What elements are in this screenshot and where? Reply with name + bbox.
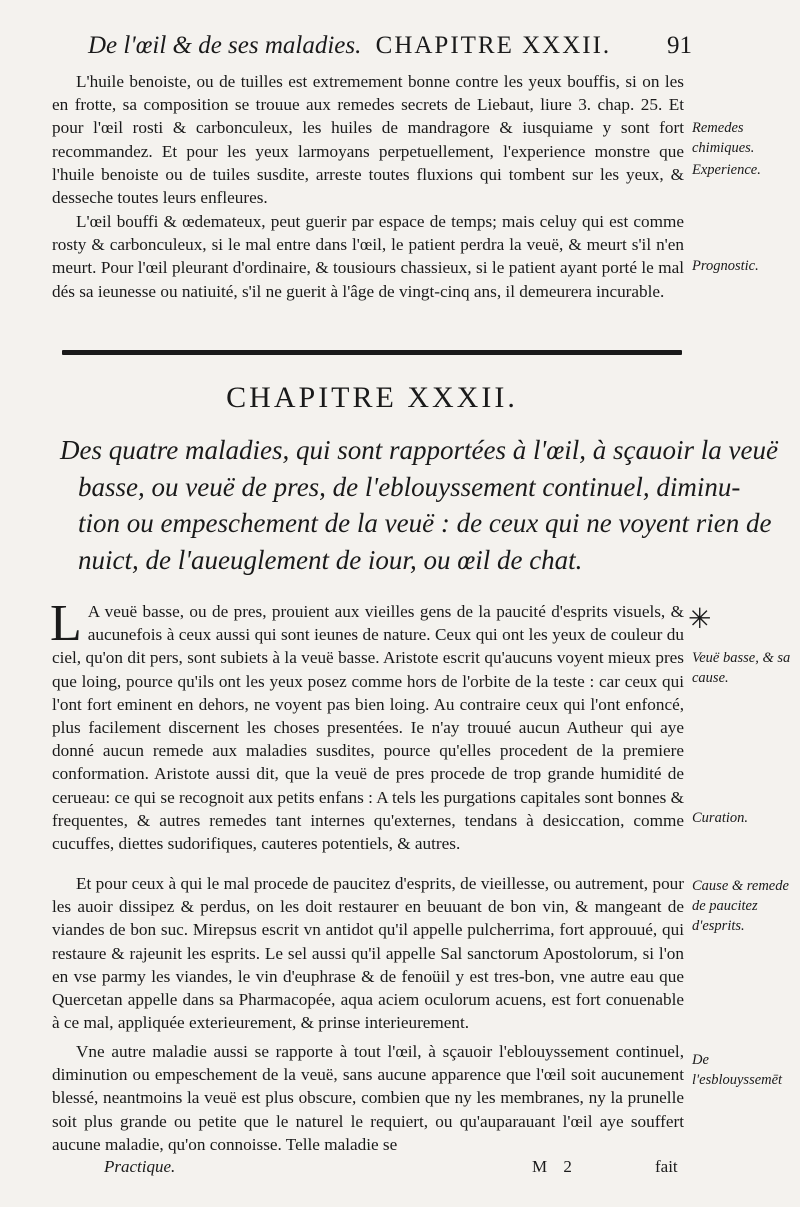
page-number: 91 [667, 32, 692, 59]
margin-note-remedes: Remedes chimiques. [692, 120, 755, 156]
chapter-title-line: tion ou empeschement de la veuë : de ceux qui ne voyent rien de [78, 508, 772, 538]
chapter-title-line: nuict, de l'aueuglement de iour, ou œil de chat. [78, 544, 583, 575]
signature-mark: Practique. [104, 1157, 176, 1176]
section-rule [62, 350, 682, 355]
margin-note-cause-remede: Cause & remede de paucitez d'esprits. [692, 878, 789, 934]
margin-note-eblouyssement: De l'esblouyssemēt [692, 1052, 783, 1088]
drop-cap: L [50, 595, 82, 652]
paragraph-veue-basse [50, 595, 684, 855]
paragraph-paucitez: Et pour ceux à qui le mal procede de paucitez d'esprits, de vieillesse, ou autrement, pour les auoir dissipez & perdus, on les doit restaurer en beuuant de bon vin, & mangeant de viandes de bon suc. Mirepsus escrit vn antidot qu'il appelle pulcherrima, fort approuué, qui restaure & rajeunit les esprits. Le sel aussi qu'il appelle Sal sanctorum Apostolorum, si l'on en vse parmy les viandes, le vin d'euphrase & de fenoüil y est tres-bon, vne autre eau que Quercetan appelle dans sa Pharmacopée, aqua aciem oculorum acuens, est fort conuenable à ce mal, appliquée exterieurement, & prinse interieurement. [52, 874, 684, 1033]
chapter-title-line: basse, ou veuë de pres, de l'eblouyssement continuel, diminu- [78, 471, 741, 502]
chapter-title-line: Des quatre maladies, qui sont rapportées à l'œil, à sçauoir la veuë [60, 435, 778, 465]
running-head-chapter: CHAPITRE XXXII. [375, 32, 612, 59]
paragraph-huile-benoiste: L'huile benoiste, ou de tuilles est extremement bonne contre les yeux bouffis, si on les en frotte, sa composition se trouue aux remedes secrets de Liebaut, liure 3. chap. 25. Et pour l'œil rosti & carbonculeux, les huiles de mandragore & iusquiame y sont fort recommandez. Et pour les yeux larmoyans perpetuellement, l'experience monstre que l'huile benoiste ou de tuiles susdite, arreste toutes fluxions qui tombent sur les yeux, & desseche toutes leurs enfleures. [52, 72, 684, 208]
chapter-heading: CHAPITRE XXXII. [226, 381, 518, 414]
paragraph-eblouyssement: Vne autre maladie aussi se rapporte à tout l'œil, à sçauoir l'eblouyssement continuel, diminution ou empeschement de la veuë, sans aucune apparence que l'œil soit aucunement blessé, neantmoins la veuë est plus obscure, combien que ny les membranes, ny la prunelle soit plus grande ou petite que le naturel le requiert, ou qu'auparauant l'œil aye souffert aucune maladie, qu'on connoisse. Telle maladie se [52, 1042, 684, 1154]
gathering-mark: M 2 [532, 1157, 578, 1176]
asterisk-mark: ✳ [688, 604, 712, 635]
paragraph-veue-basse-text: A veuë basse, ou de pres, prouient aux vieilles gens de la paucité d'esprits visuels, & aucunefois à ceux aussi qui sont ieunes de nature. Ceux qui ont les yeux de couleur du ciel, qu'on dit pers, sont subiets à la veuë basse. Aristote escrit qu'aucuns voyent mieux pres que loing, pource qu'ils ont les yeux posez comme hors de l'orbite de la teste : car ceux qui l'ont fort eminent en dehors, ne voyent pas bien loing. Au contraire ceux qui l'ont enfoncé, plus facilement discernent les choses presentées. Ie n'ay trouué aucun Autheur qui aye donné aucun remede aux maladies susdites, pource qu'elles procedent de la premiere conformation. Aristote aussi dit, que la veuë de pres procede de trop grande humidité de cerueau: ce qui se recognoit aux petits enfans : A tels les purgations capitales sont bonnes & frequentes, & autres remedes tant internes qu'externes, tendans à desiccation, comme cucuffes, diettes sudorifiques, cauteres potentiels, & autres. [52, 602, 684, 854]
running-head-title: De l'œil & de ses maladies. [88, 32, 362, 59]
catchword: fait [655, 1157, 678, 1176]
margin-note-curation: Curation. [692, 810, 748, 826]
margin-note-experience: Experience. [692, 162, 761, 178]
margin-note-prognostic: Prognostic. [692, 258, 759, 274]
margin-note-veue-basse: Veuë basse, & sa cause. [692, 650, 791, 686]
paragraph-prognostic: L'œil bouffi & œdemateux, peut guerir par espace de temps; mais celuy qui est comme rosty & carbonculeux, si le mal entre dans l'œil, le patient perdra la veuë, & meurt s'il n'en meurt. Pour l'œil pleurant d'ordinaire, & tousiours chassieux, si le patient ayant porté le mal dés sa ieunesse ou natiuité, s'il ne guerit à l'âge de vingt-cinq ans, il demeurera incurable. [52, 212, 684, 301]
chapter-title [60, 432, 778, 578]
running-head [88, 28, 692, 64]
